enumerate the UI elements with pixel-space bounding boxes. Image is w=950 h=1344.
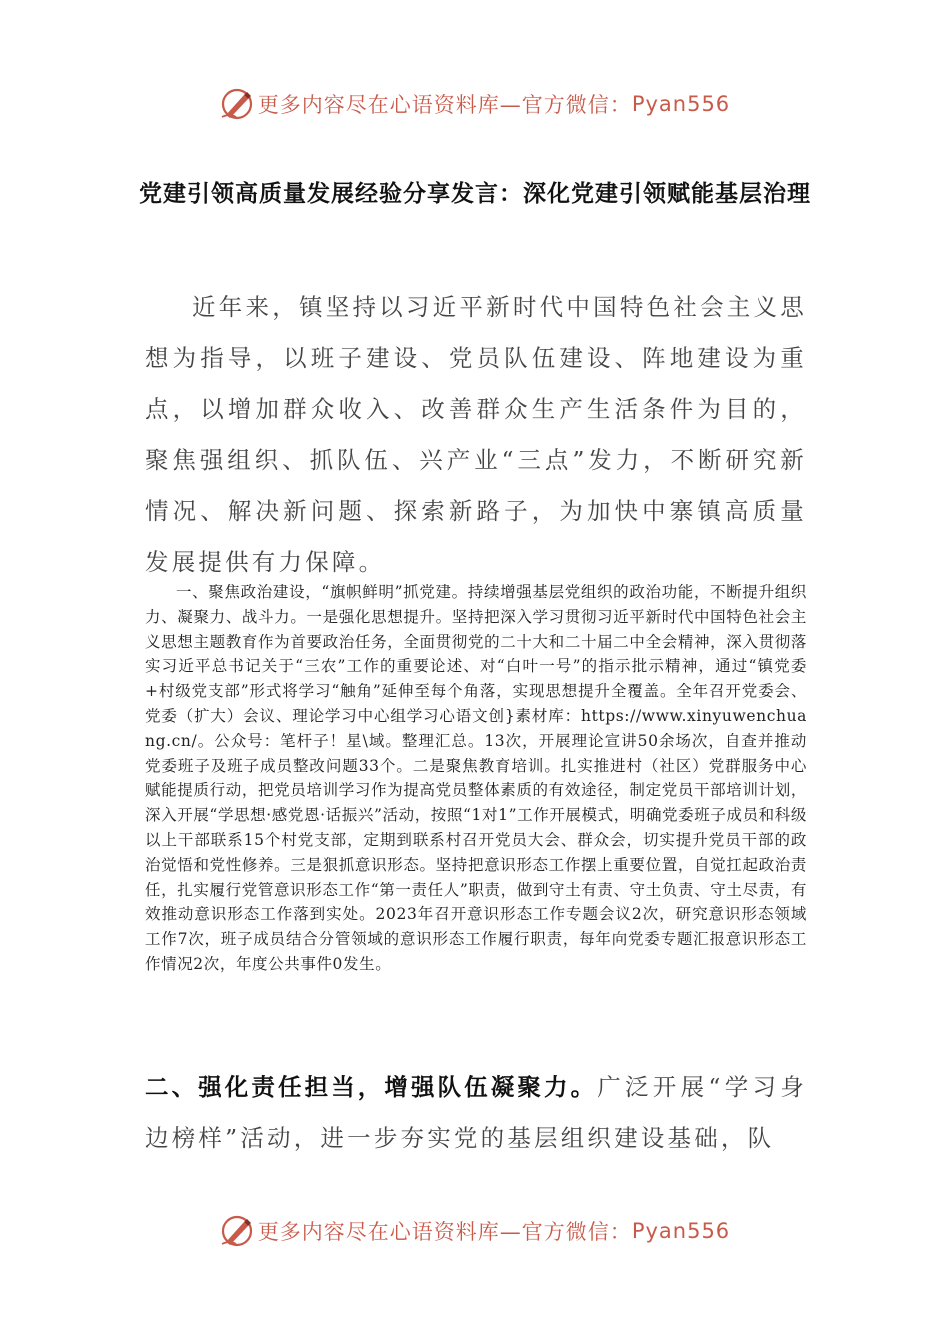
section-2-heading: 二、强化责任担当，增强队伍凝聚力。 [145,1073,598,1101]
banner-text: 更多内容尽在心语资料库—官方微信： [257,93,632,117]
intro-paragraph: 近年来，镇坚持以习近平新时代中国特色社会主义思想为指导，以班子建设、党员队伍建设、阵地建设为重点，以增加群众收入、改善群众生产生活条件为目的，聚焦强组织、抓队伍、兴产业“三点”发力，不断研究新情况、解决新问题、探索新路子，为加快中寨镇高质量发展提供有力保障。 [145,293,807,576]
pen-logo-icon [220,1214,254,1248]
section-2-text: 广泛开展“学习身边榜样”活动，进一步夯实党的基层组织建设基础，队 [145,1073,807,1152]
footer-banner [0,1211,950,1251]
header-banner [0,84,950,124]
banner-text: 更多内容尽在心语资料库—官方微信： [257,1220,632,1244]
section-2-paragraph [145,1062,807,1164]
wechat-id: Pyan556 [631,1219,731,1243]
wechat-id: Pyan556 [631,92,731,116]
pen-logo-icon [220,87,254,121]
page-title: 党建引领高质量发展经验分享发言：深化党建引领赋能基层治理 [139,181,811,207]
section-1-paragraph: 一、聚焦政治建设，“旗帜鲜明”抓党建。持续增强基层党组织的政治功能，不断提升组织力、凝聚力、战斗力。一是强化思想提升。坚持把深入学习贯彻习近平新时代中国特色社会主义思想主题教育作为首要政治任务，全面贯彻党的二十大和二十届二中全会精神，深入贯彻落实习近平总书记关于“三农”工作的重要论述、对“白叶一号”的指示批示精神，通过“镇党委+村级党支部”形式将学习“触角”延伸至每个角落，实现思想提升全覆盖。全年召开党委会、党委（扩大）会议、理论学习中心组学习心语文创}素材库：https://www.xinyuwenchuang.cn/。公众号：笔杆子！星\域。整理汇总。13次，开展理论宣讲50余场次，自查并推动党委班子及班子成员整改问题33个。二是聚焦教育培训。扎实推进村（社区）党群服务中心赋能提质行动，把党员培训学习作为提高党员整体素质的有效途径，制定党员干部培训计划，深入开展“学思想·感党恩·话振兴”活动，按照“1对1”工作开展模式，明确党委班子成员和科级以上干部联系15个村党支部，定期到联系村召开党员大会、群众会，切实提升党员干部的政治觉悟和党性修养。三是狠抓意识形态。坚持把意识形态工作摆上重要位置，自觉扛起政治责任，扎实履行党管意识形态工作“第一责任人”职责，做到守土有责、守土负责、守土尽责，有效推动意识形态工作落到实处。2023年召开意识形态工作专题会议2次，研究意识形态领域工作7次，班子成员结合分管领域的意识形态工作履行职责，每年向党委专题汇报意识形态工作情况2次，年度公共事件0发生。 [145,583,807,973]
